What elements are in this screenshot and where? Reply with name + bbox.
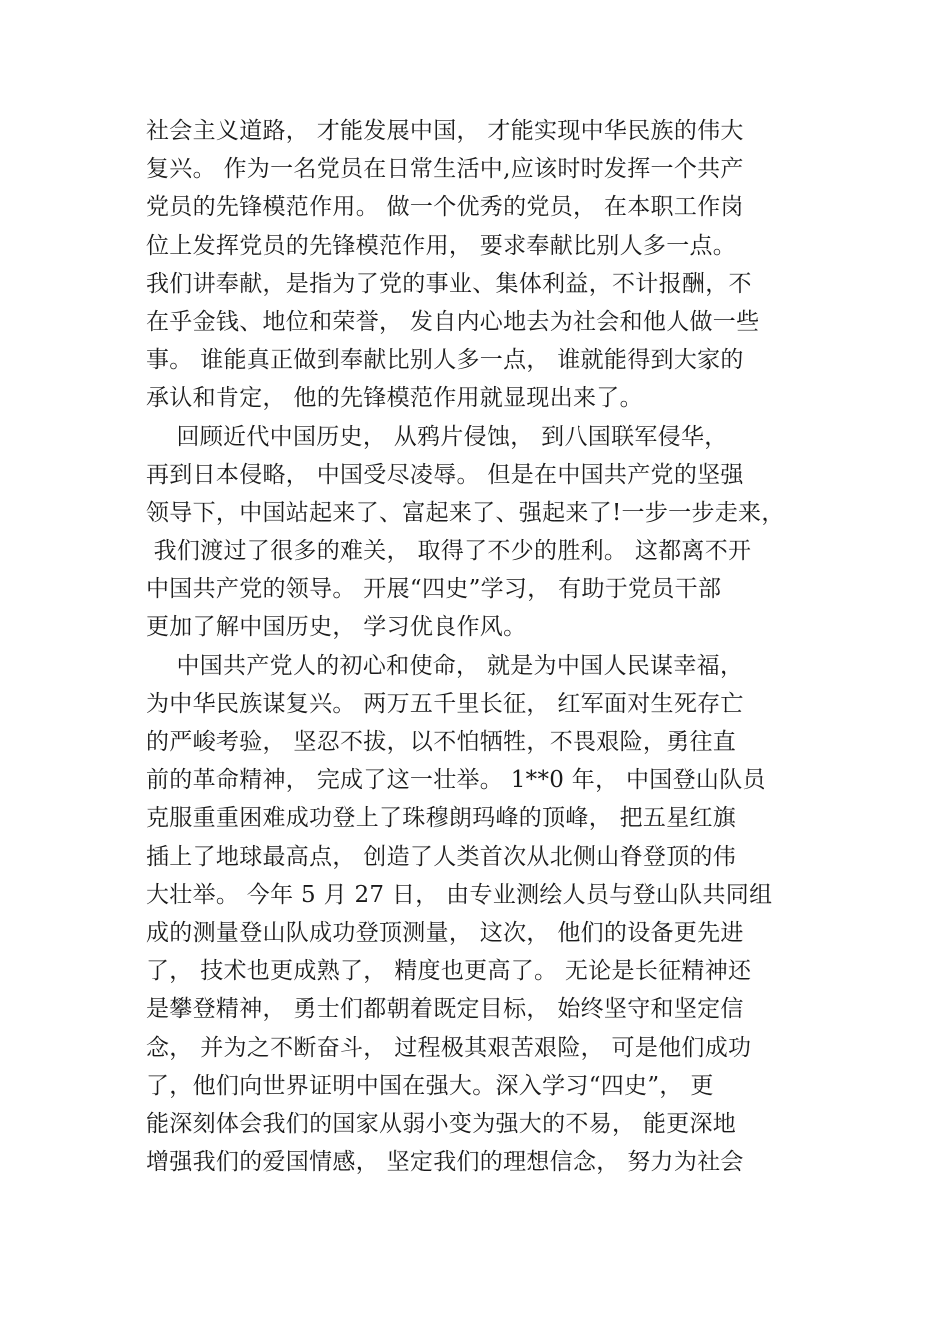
- text-line: 为中华民族谋复兴。 两万五千里长征， 红军面对生死存亡: [146, 690, 744, 717]
- text-line: 复兴。 作为一名党员在日常生活中,应该时时发挥一个共产: [146, 156, 744, 183]
- text-line: 在乎金钱、地位和荣誉， 发自内心地去为社会和他人做一些: [146, 308, 760, 335]
- text-line: 中国共产党人的初心和使命， 就是为中国人民谋幸福，: [146, 652, 744, 679]
- text-line: 大壮举。 今年 5 月 27 日， 由专业测绘人员与登山队共同组: [146, 881, 773, 908]
- text-line: 的严峻考验， 坚忍不拔，以不怕牺牲，不畏艰险，勇往直: [146, 729, 737, 755]
- text-line: 了， 技术也更成熟了， 精度也更高了。 无论是长征精神还: [146, 958, 752, 985]
- text-line: 位上发挥党员的先锋模范作用， 要求奉献比别人多一点。: [146, 232, 737, 259]
- text-line: 前的革命精神， 完成了这一壮举。 1**0 年， 中国登山队员: [146, 767, 766, 794]
- text-line: 克服重重困难成功登上了珠穆朗玛峰的顶峰， 把五星红旗: [146, 805, 737, 832]
- text-line: 我们渡过了很多的难关， 取得了不少的胜利。 这都离不开: [146, 538, 752, 565]
- text-line: 是攀登精神， 勇士们都朝着既定目标， 始终坚守和坚定信: [146, 996, 744, 1023]
- text-line: 增强我们的爱国情感， 坚定我们的理想信念， 努力为社会: [146, 1149, 744, 1176]
- text-line: 承认和肯定， 他的先锋模范作用就显现出来了。: [146, 385, 643, 412]
- text-line: 更加了解中国历史， 学习优良作风。: [146, 614, 527, 641]
- text-line: 插上了地球最高点， 创造了人类首次从北侧山脊登顶的伟: [146, 843, 737, 870]
- text-line: 念， 并为之不断奋斗， 过程极其艰苦艰险， 可是他们成功: [146, 1034, 752, 1061]
- document-body: [146, 112, 810, 1181]
- text-line: 回顾近代中国历史， 从鸦片侵蚀， 到八国联军侵华，: [146, 423, 728, 450]
- text-line: 领导下，中国站起来了、富起来了、强起来了!一步一步走来，: [146, 499, 785, 526]
- text-line: 再到日本侵略， 中国受尽凌辱。 但是在中国共产党的坚强: [146, 461, 744, 488]
- text-line: 中国共产党的领导。 开展“四史”学习， 有助于党员干部: [146, 576, 722, 603]
- text-line: 了，他们向世界证明中国在强大。深入学习“四史”， 更: [146, 1072, 714, 1099]
- text-line: 我们讲奉献，是指为了党的事业、集体利益，不计报酬，不: [146, 270, 752, 297]
- text-line: 成的测量登山队成功登顶测量， 这次， 他们的设备更先进: [146, 919, 744, 946]
- text-line: 能深刻体会我们的国家从弱小变为强大的不易， 能更深地: [146, 1110, 737, 1137]
- text-line: 党员的先锋模范作用。 做一个优秀的党员， 在本职工作岗: [146, 194, 744, 221]
- text-line: 社会主义道路， 才能发展中国， 才能实现中华民族的伟大: [146, 118, 744, 144]
- text-line: 事。 谁能真正做到奉献比别人多一点， 谁就能得到大家的: [146, 347, 744, 374]
